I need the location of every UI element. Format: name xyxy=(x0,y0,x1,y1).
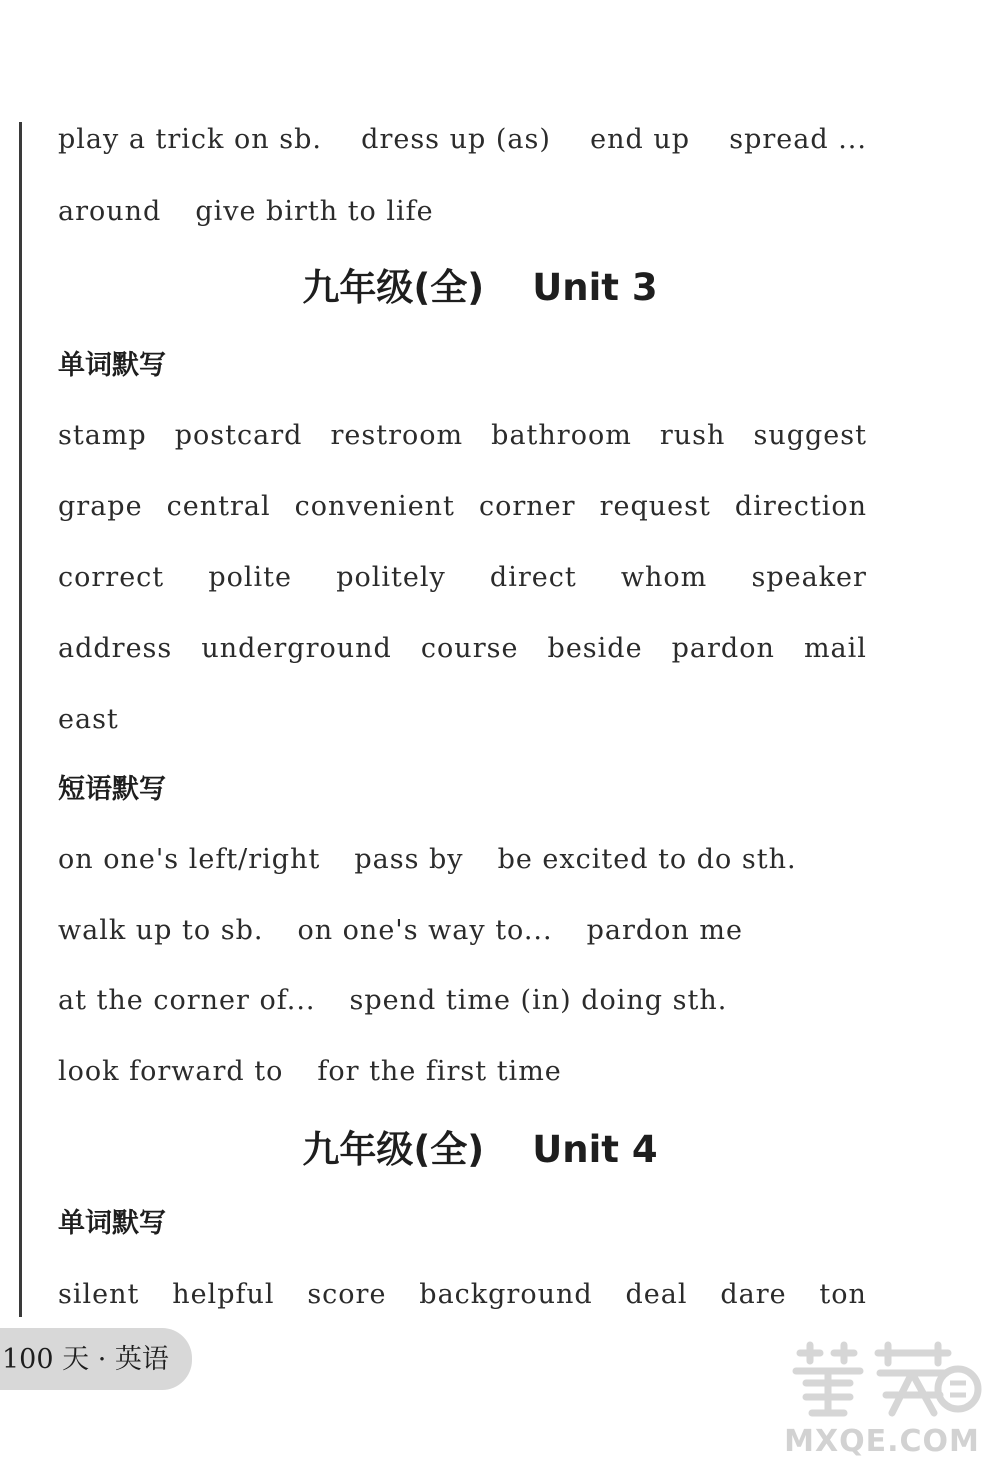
phrase-item: look forward to xyxy=(58,1056,284,1087)
word-item: mail xyxy=(803,633,867,664)
phrase-item: walk up to sb. xyxy=(58,915,264,946)
word-item: direction xyxy=(734,491,867,522)
word-item: pardon xyxy=(671,633,775,664)
word-item: speaker xyxy=(751,562,867,593)
word-item: bathroom xyxy=(491,420,632,451)
word-item: polite xyxy=(208,562,292,593)
word-item: stamp xyxy=(58,420,147,451)
word-item: corner xyxy=(478,491,576,522)
phrase-item: dress up (as) xyxy=(361,124,551,155)
unit-label: Unit 4 xyxy=(532,1128,658,1171)
phrase-item: at the corner of... xyxy=(58,985,316,1016)
phrase-item: pardon me xyxy=(586,915,743,946)
word-item: deal xyxy=(625,1279,688,1310)
grade-label: 九年级(全) xyxy=(302,266,485,309)
unit-label: Unit 3 xyxy=(532,266,658,309)
watermark-text: MXQE.COM xyxy=(784,1424,980,1459)
watermark-logo-icon xyxy=(782,1339,982,1425)
word-item: direct xyxy=(489,562,577,593)
footer-book-title: 100 天 · 英语 xyxy=(2,1344,169,1375)
word-item: whom xyxy=(620,562,708,593)
word-item: correct xyxy=(58,562,165,593)
word-line xyxy=(58,631,867,667)
phrase-item: end up xyxy=(590,124,691,155)
word-item: helpful xyxy=(172,1279,275,1310)
phrase-item: give birth to life xyxy=(195,196,434,227)
word-line xyxy=(58,418,867,454)
word-item: postcard xyxy=(174,420,303,451)
phrase-item: play a trick on sb. xyxy=(58,124,322,155)
phrase-item: spread ... xyxy=(729,124,867,155)
word-item: course xyxy=(420,633,519,664)
phrase-item: on one's left/right xyxy=(58,844,321,875)
phrase-line xyxy=(58,842,797,878)
word-item: restroom xyxy=(330,420,464,451)
watermark xyxy=(782,1339,982,1459)
word-item: address xyxy=(58,633,173,664)
word-item: politely xyxy=(336,562,446,593)
word-item: east xyxy=(58,704,119,735)
grade-label: 九年级(全) xyxy=(302,1128,485,1171)
phrase-item: be excited to do sth. xyxy=(497,844,797,875)
word-line xyxy=(58,560,867,596)
phrase-item: on one's way to... xyxy=(297,915,553,946)
word-item: grape xyxy=(58,491,143,522)
word-line xyxy=(58,702,119,738)
word-item: underground xyxy=(201,633,392,664)
word-line xyxy=(58,1277,867,1313)
word-item: silent xyxy=(58,1279,140,1310)
phrase-item: spend time (in) doing sth. xyxy=(349,985,728,1016)
word-item: suggest xyxy=(753,420,867,451)
word-item: central xyxy=(166,491,271,522)
word-line xyxy=(58,489,867,525)
word-item: beside xyxy=(547,633,643,664)
phrase-line xyxy=(58,913,743,949)
words-section-label: 单词默写 xyxy=(58,350,166,381)
phrase-item: for the first time xyxy=(317,1056,562,1087)
phrase-line xyxy=(58,1054,562,1090)
word-item: rush xyxy=(659,420,726,451)
word-item: score xyxy=(307,1279,387,1310)
word-item: ton xyxy=(819,1279,867,1310)
word-item: dare xyxy=(720,1279,787,1310)
unit-3-heading xyxy=(0,266,960,310)
words-section-label: 单词默写 xyxy=(58,1208,166,1239)
word-item: request xyxy=(599,491,711,522)
word-item: convenient xyxy=(294,491,455,522)
unit-4-heading xyxy=(0,1128,960,1172)
phrase-item: pass by xyxy=(354,844,464,875)
word-item: background xyxy=(419,1279,593,1310)
phrase-line xyxy=(58,194,434,230)
phrase-line xyxy=(58,983,727,1019)
phrase-line xyxy=(58,122,867,158)
phrase-item: around xyxy=(58,196,162,227)
phrases-section-label: 短语默写 xyxy=(58,774,166,805)
